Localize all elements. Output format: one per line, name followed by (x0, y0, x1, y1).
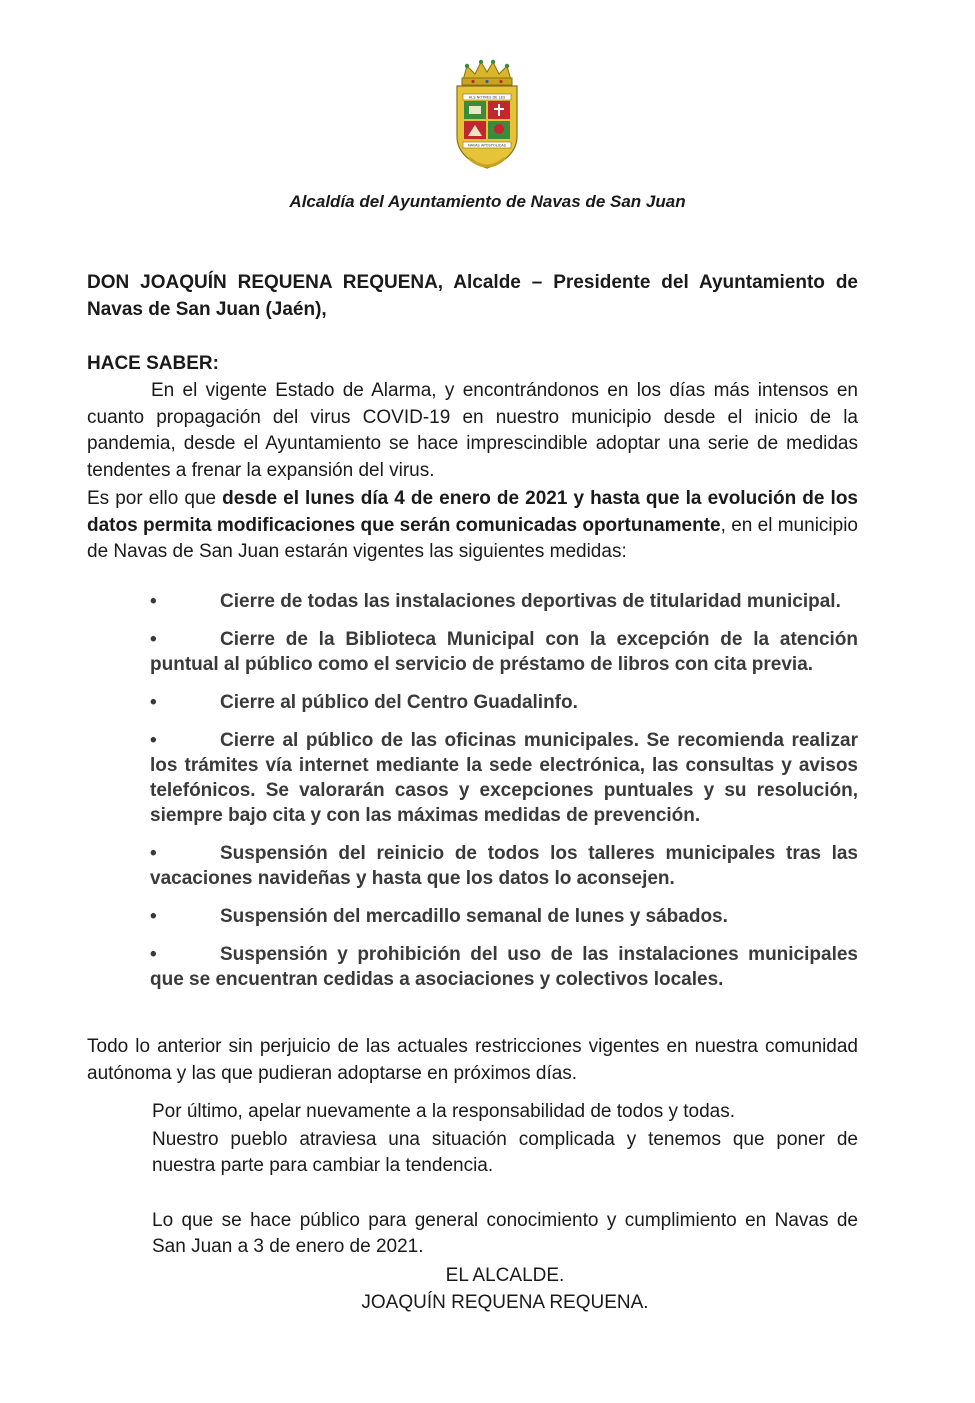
measure-item (150, 942, 858, 992)
measure-item (150, 841, 858, 891)
paragraph-text: , en el municipio de Navas de San Juan estarán vigentes las siguientes medidas: (87, 514, 858, 562)
measure-item (150, 690, 858, 715)
measures-list (150, 589, 858, 1005)
measure-text: Suspensión del mercadillo semanal de lunes y sábados. (220, 906, 728, 927)
bullet-icon: • (150, 692, 157, 713)
bullet-icon: • (150, 906, 157, 927)
svg-text:ALS NOTRES DE LES: ALS NOTRES DE LES (468, 95, 506, 100)
measure-text: Suspensión y prohibición del uso de las instalaciones municipales que se encuentran cedidas a asociaciones y colectivos locales. (150, 944, 858, 990)
signature-role: EL ALCALDE. (445, 1265, 565, 1286)
measures-intro-paragraph (87, 486, 858, 566)
coat-of-arms-icon (453, 58, 521, 176)
bullet-icon: • (150, 591, 157, 612)
measure-item (150, 904, 858, 929)
bullet-icon: • (150, 843, 157, 864)
publication-paragraph: Lo que se hace público para general conocimiento y cumplimiento en Navas de San Juan a 3 de enero de 2021. (152, 1210, 858, 1257)
measure-text: Cierre de todas las instalaciones deportivas de titularidad municipal. (220, 591, 841, 612)
situation-paragraph: Nuestro pueblo atraviesa una situación complicada y tenemos que poner de nuestra parte para cambiar la tendencia. (152, 1129, 858, 1176)
appeal-paragraph: Por último, apelar nuevamente a la responsabilidad de todos y todas. (152, 1101, 736, 1122)
paragraph-text: Es por ello que (87, 488, 223, 509)
crown-icon (462, 60, 512, 85)
hace-saber-label: HACE SABER: (87, 353, 219, 374)
effective-date-text: desde el lunes día 4 de enero de 2021 y hasta que la evolución de los datos permita modificaciones que serán comunicadas oportunamente (87, 488, 858, 536)
measure-text: Cierre al público de las oficinas municipales. Se recomienda realizar los trámites vía internet mediante la sede electrónica, las consultas y avisos telefónicos. Se valorarán casos y excepciones puntuales y su resolución, siempre bajo cita y con las máximas medidas de prevención. (150, 730, 858, 826)
measure-item (150, 589, 858, 614)
measure-text: Cierre al público del Centro Guadalinfo. (220, 692, 578, 713)
measure-text: Suspensión del reinicio de todos los talleres municipales tras las vacaciones navideñas y hasta que los datos lo aconsejen. (150, 843, 858, 889)
bullet-icon: • (150, 730, 157, 751)
mayor-heading: DON JOAQUÍN REQUENA REQUENA, Alcalde – Presidente del Ayuntamiento de Navas de San Juan (Jaén), (87, 272, 858, 320)
office-title: Alcaldía del Ayuntamiento de Navas de San Juan (289, 192, 686, 211)
measure-item (150, 728, 858, 828)
measure-text: Cierre de la Biblioteca Municipal con la excepción de la atención puntual al público como el servicio de préstamo de libros con cita previa. (150, 629, 858, 675)
signature-name: JOAQUÍN REQUENA REQUENA. (361, 1292, 649, 1313)
measure-item (150, 627, 858, 677)
intro-paragraph: En el vigente Estado de Alarma, y encontrándonos en los días más intensos en cuanto propagación del virus COVID-19 en nuestro municipio desde el inicio de la pandemia, desde el Ayuntamiento se hace imprescindible adoptar una serie de medidas tendentes a frenar la expansión del virus. (87, 380, 858, 481)
bullet-icon: • (150, 629, 157, 650)
svg-text:NAVAS APOSTOLICAS: NAVAS APOSTOLICAS (467, 143, 507, 148)
closing-paragraph: Todo lo anterior sin perjuicio de las actuales restricciones vigentes en nuestra comunidad autónoma y las que pudieran adoptarse en próximos días. (87, 1036, 858, 1084)
bullet-icon: • (150, 944, 157, 965)
